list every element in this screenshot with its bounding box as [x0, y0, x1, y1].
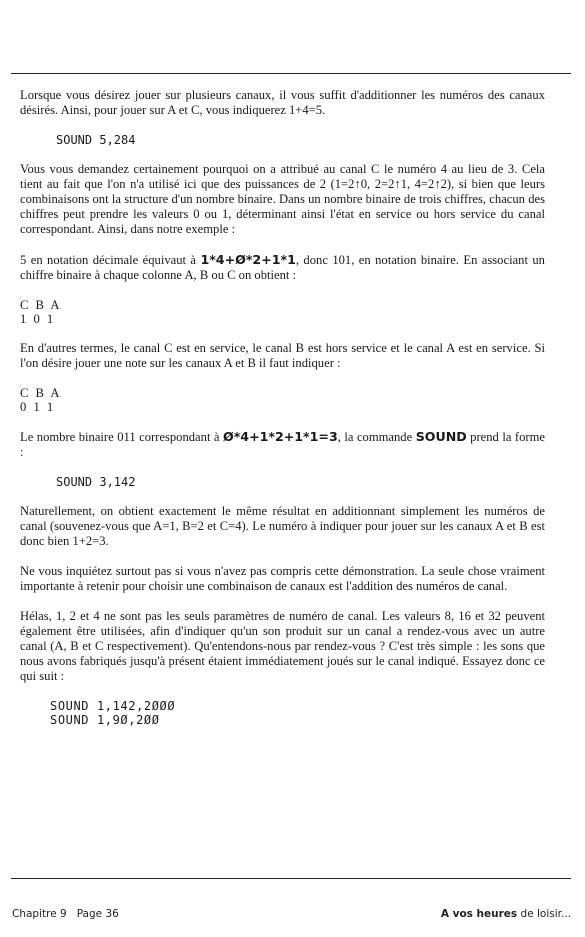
paragraph-7: Ne vous inquiétez surtout pas si vous n'avez pas compris cette démonstration. La seule chose vraiment importante à retenir pour choisir une combinaison de canaux est l'addition des numéros de canal. [20, 564, 545, 593]
paragraph-5-mid: , la commande [337, 430, 416, 444]
binary-expression-2: Ø*4+1*2+1*1=3 [223, 429, 338, 444]
paragraph-3-start: 5 en notation décimale équivaut à [20, 253, 201, 267]
binary-table-1-header: C B A [20, 298, 62, 312]
paragraph-5-start: Le nombre binaire 011 correspondant à [20, 430, 224, 444]
binary-table-2 [20, 386, 545, 414]
paragraph-1: Lorsque vous désirez jouer sur plusieurs canaux, il vous suffit d'additionner les numéros des canaux désirés. Ainsi, pour jouer sur A et C, vous indiquerez 1+4=5. [20, 88, 545, 117]
binary-table-2-values: 0 1 1 [20, 400, 56, 414]
footer-book-title [441, 908, 571, 920]
sound-keyword: SOUND [415, 429, 467, 444]
paragraph-5-end: prend la forme : [20, 430, 545, 459]
footer-title-rest: de loisir... [517, 908, 571, 920]
paragraph-2: Vous vous demandez certainement pourquoi on a attribué au canal C le numéro 4 au lieu de 3. Cela tient au fait que l'on n'a utilisé ici que des puissances de 2 (1=2↑0, 2=2↑1, 4=2↑2), si bien que leurs combinaisons ont la structure d'un nombre binaire. Dans un nombre binaire de trois chiffres, chacun des chiffres peut prendre les valeurs 0 ou 1, déterminant ainsi l'état en service ou hors service du canal correspondant. Ainsi, dans notre exemple : [20, 162, 545, 236]
paragraph-6: Naturellement, on obtient exactement le même résultat en additionnant simplement les numéros de canal (souvenez-vous que A=1, B=2 et C=4). Le numéro à indiquer pour jouer sur les canaux A et B est donc bien 1+2=3. [20, 504, 545, 548]
code-block-2: SOUND 3,142 [56, 475, 136, 489]
code-block-3 [20, 699, 545, 727]
binary-expression-1: 1*4+Ø*2+1*1 [200, 252, 296, 267]
footer-chapter-page: Chapitre 9 Page 36 [12, 908, 119, 920]
binary-table-1 [20, 298, 545, 326]
code-block-3-line-1: SOUND 1,142,2ØØØ [50, 699, 176, 713]
paragraph-8: Hélas, 1, 2 et 4 ne sont pas les seuls paramètres de numéro de canal. Les valeurs 8, 16 et 32 peuvent également être utilisées, afin d'indiquer qu'un son produit sur un canal a rendez-vous avec un autre canal (A, B et C respectivement). Qu'entendons-nous par rendez-vous ? C'est très simple : les sons que nous avons fabriqués jusqu'à présent étaient immédiatement joués sur le canal indiqué. Essayez donc ce qui suit : [20, 609, 545, 683]
footer-title-bold: A vos heures [440, 908, 518, 920]
paragraph-5 [20, 429, 545, 460]
page-body [20, 88, 545, 742]
top-rule [11, 73, 571, 74]
paragraph-3-end: , donc 101, en notation binaire. En associant un chiffre binaire à chaque colonne A, B ou C on obtient : [20, 253, 545, 282]
binary-table-2-header: C B A [20, 386, 62, 400]
binary-table-1-values: 1 0 1 [20, 312, 56, 326]
code-block-3-line-2: SOUND 1,9Ø,2ØØ [50, 713, 160, 727]
paragraph-3 [20, 252, 545, 283]
bottom-rule [11, 878, 571, 879]
code-block-1: SOUND 5,284 [56, 133, 136, 147]
paragraph-4: En d'autres termes, le canal C est en service, le canal B est hors service et le canal A est en service. Si l'on désire jouer une note sur les canaux A et B il faut indiquer : [20, 341, 545, 370]
